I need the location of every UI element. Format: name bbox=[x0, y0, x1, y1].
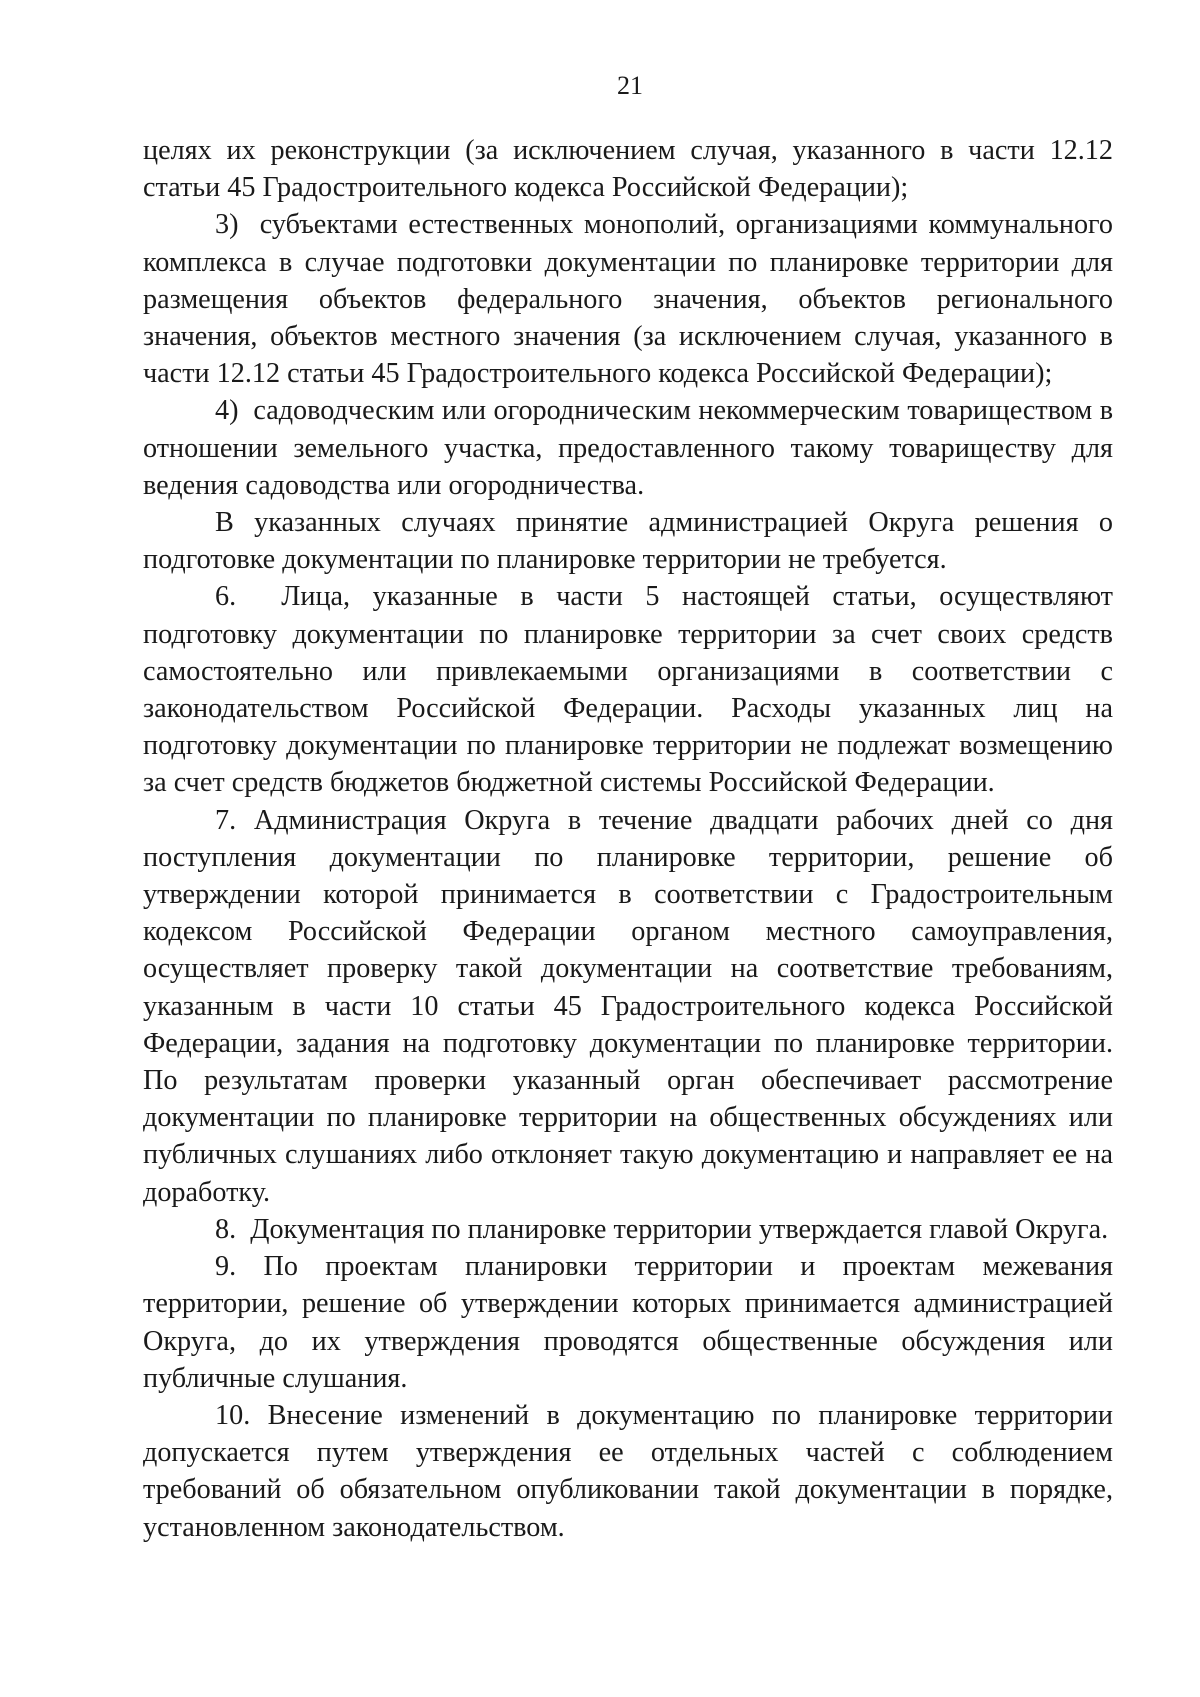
paragraph-10: 10. Внесение изменений в документацию по планировке территории допускается путем утверждения ее отдельных частей с соблюдением требований об обязательном опубликовании такой документации в порядке, установленном законодательством. bbox=[143, 1399, 1113, 1543]
paragraph-item-4: 4) садоводческим или огородническим некоммерческим товариществом в отношении земельного участка, предоставленного такому товариществу для ведения садоводства или огородничества. bbox=[143, 395, 1113, 501]
document-body bbox=[143, 132, 1113, 1546]
paragraph-note: В указанных случаях принятие администрацией Округа решения о подготовке документации по планировке территории не требуется. bbox=[143, 507, 1113, 576]
paragraph-continuation: целях их реконструкции (за исключением случая, указанного в части 12.12 статьи 45 Градостроительного кодекса Российской Федерации); bbox=[143, 135, 1113, 204]
paragraph-8: 8. Документация по планировке территории утверждается главой Округа. bbox=[215, 1213, 1109, 1245]
paragraph-7: 7. Администрация Округа в течение двадцати рабочих дней со дня поступления документации по планировке территории, решение об утверждении которой принимается в соответствии с Градостроительным кодексом Российской Федерации органом местного самоуправления, осуществляет проверку такой документации на соответствие требованиям, указанным в части 10 статьи 45 Градостроительного кодекса Российской Федерации, задания на подготовку документации по планировке территории. По результатам проверки указанный орган обеспечивает рассмотрение документации по планировке территории на общественных обсуждениях или публичных слушаниях либо отклоняет такую документацию и направляет ее на доработку. bbox=[143, 804, 1113, 1208]
page-number: 21 bbox=[617, 71, 643, 100]
paragraph-9: 9. По проектам планировки территории и проектам межевания территории, решение об утверждении которых принимается администрацией Округа, до их утверждения проводятся общественные обсуждения или публичные слушания. bbox=[143, 1251, 1113, 1394]
paragraph-6: 6. Лица, указанные в части 5 настоящей статьи, осуществляют подготовку документации по планировке территории за счет своих средств самостоятельно или привлекаемыми организациями в соответствии с законодательством Российской Федерации. Расходы указанных лиц на подготовку документации по планировке территории не подлежат возмещению за счет средств бюджетов бюджетной системы Российской Федерации. bbox=[143, 581, 1113, 799]
paragraph-item-3: 3) субъектами естественных монополий, организациями коммунального комплекса в случае подготовки документации по планировке территории для размещения объектов федерального значения, объектов регионального значения, объектов местного значения (за исключением случая, указанного в части 12.12 статьи 45 Градостроительного кодекса Российской Федерации); bbox=[143, 209, 1113, 390]
